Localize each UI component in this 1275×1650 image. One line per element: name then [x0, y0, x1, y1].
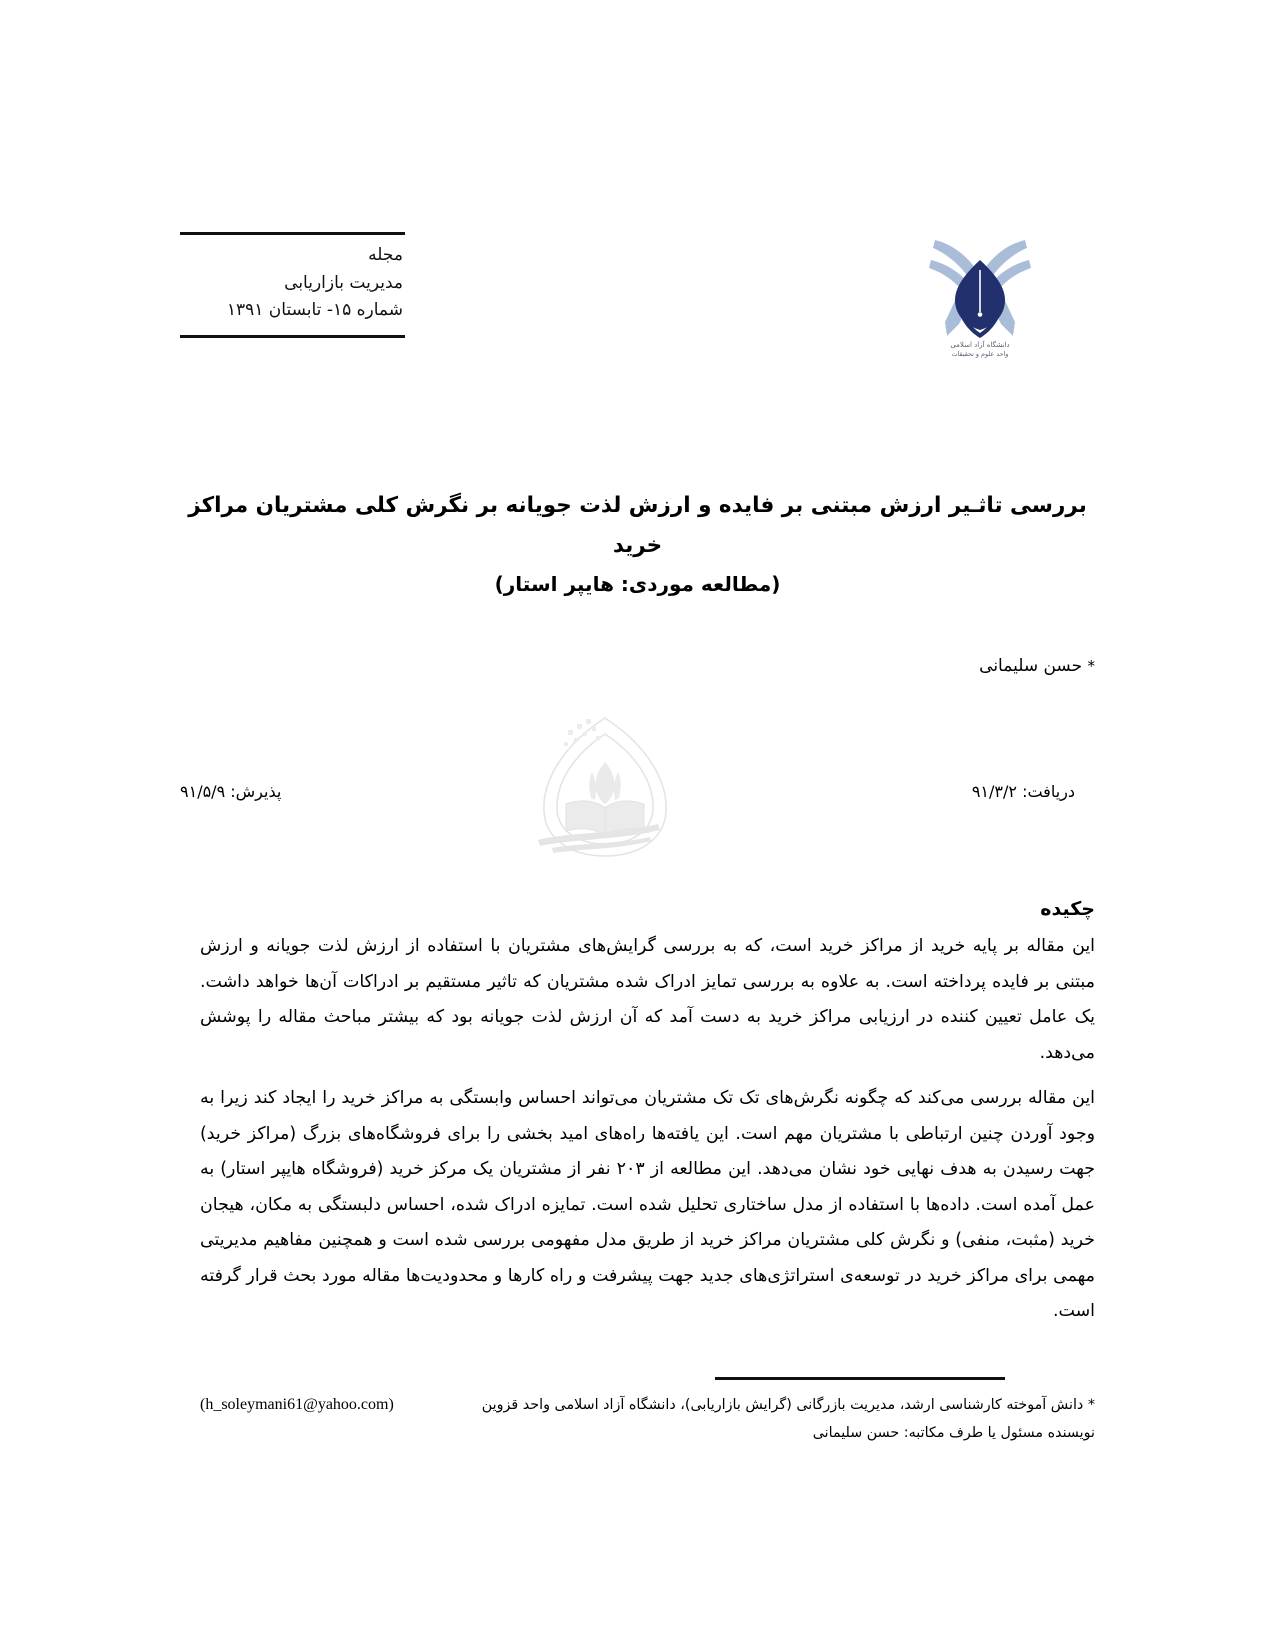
author-email[interactable]: (h_soleymani61@yahoo.com)	[200, 1396, 394, 1413]
journal-word: مجله	[368, 245, 403, 265]
title-line-1: بررسی تاثـیر ارزش مبتنی بر فایده و ارزش لذت جویانه بر نگرش کلی مشتریان مراکز خرید	[188, 493, 1087, 558]
abstract-paragraph-1: این مقاله بر پایه خرید از مراکز خرید است، که به بررسی گرایش‌های مشتریان با استفاده از ارزش لذت جویانه و ارزش مبتنی بر فایده پرداخته است. به علاوه به بررسی تمایز ادراک شده مشتریان که تاثیر مستقیم بر ادراکات آن‌ها خواهد داشت. یک عامل تعیین کننده در ارزیابی مراکز خرید به دست آمد که آن ارزش لذت جویانه بود که بیشتر مباحث مقاله را پوشش می‌دهد.	[200, 936, 1095, 1063]
footnote-affiliation: * دانش آموخته کارشناسی ارشد، مدیریت بازرگانی (گرایش بازاریابی)، دانشگاه آزاد اسلامی واحد قزوین	[481, 1397, 1095, 1413]
journal-issue: شماره ۱۵- تابستان ۱۳۹۱	[226, 300, 403, 321]
author-footnote-marker: *	[1087, 657, 1095, 675]
abstract-paragraph-2: این مقاله بررسی می‌کند که چگونه نگرش‌های تک تک مشتریان می‌تواند احساس وابستگی به مراکز خرید را ایجاد کند زیرا به وجود آوردن چنین ارتباطی با مشتریان مهم است. این یافته‌ها راه‌های امید بخشی را برای فروشگاه‌های بزرگ (مراکز خرید) جهت رسیدن به هدف نهایی خود نشان می‌دهد. این مطالعه از ۲۰۳ نفر از مشتریان یک مرکز خرید (فروشگاه هایپر استار) به عمل آمده است. داده‌ها با استفاده از مدل ساختاری تحلیل شده است. تمایزه ادراک شده، احساس دلبستگی به مکان، هیجان خرید (مثبت، منفی) و نگرش کلی مشتریان مراکز خرید از طریق مدل مفهومی بررسی شده است و همچنین مفاهیم مدیریتی مهمی برای مراکز خرید در توسعه‌ی استراتژی‌های جدید جهت پیشرفت و راه کارها و محدودیت‌ها مقاله مورد بحث قرار گرفته است.	[200, 1088, 1095, 1321]
title-line-2: (مطالعه موردی: هایپر استار)	[494, 571, 781, 596]
footnote-row-affiliation	[200, 1392, 1095, 1420]
publication-dates	[180, 782, 1075, 801]
masthead-lines	[180, 235, 405, 331]
page-title	[175, 486, 1100, 602]
author-name: حسن سلیمانی	[979, 656, 1083, 676]
author-byline	[979, 656, 1095, 676]
date-received: دریافت: ۹۱/۳/۲	[971, 782, 1075, 801]
abstract-section	[200, 898, 1095, 1330]
abstract-heading: چکیده	[1040, 898, 1095, 920]
journal-name: مدیریت بازاریابی	[284, 272, 403, 293]
university-logo-icon	[925, 226, 1035, 361]
journal-masthead	[180, 232, 405, 338]
masthead-rule-bottom	[180, 335, 405, 338]
svg-text:دانشگاه آزاد اسلامی: دانشگاه آزاد اسلامی	[950, 341, 1010, 349]
footnote-section	[200, 1392, 1095, 1448]
date-accepted: پذیرش: ۹۱/۵/۹	[180, 782, 282, 801]
footnote-corresponding-author: نویسنده مسئول یا طرف مکاتبه: حسن سلیمانی	[812, 1424, 1095, 1441]
svg-text:واحد علوم و تحقیقات: واحد علوم و تحقیقات	[951, 350, 1009, 358]
footnote-separator	[715, 1377, 1005, 1380]
